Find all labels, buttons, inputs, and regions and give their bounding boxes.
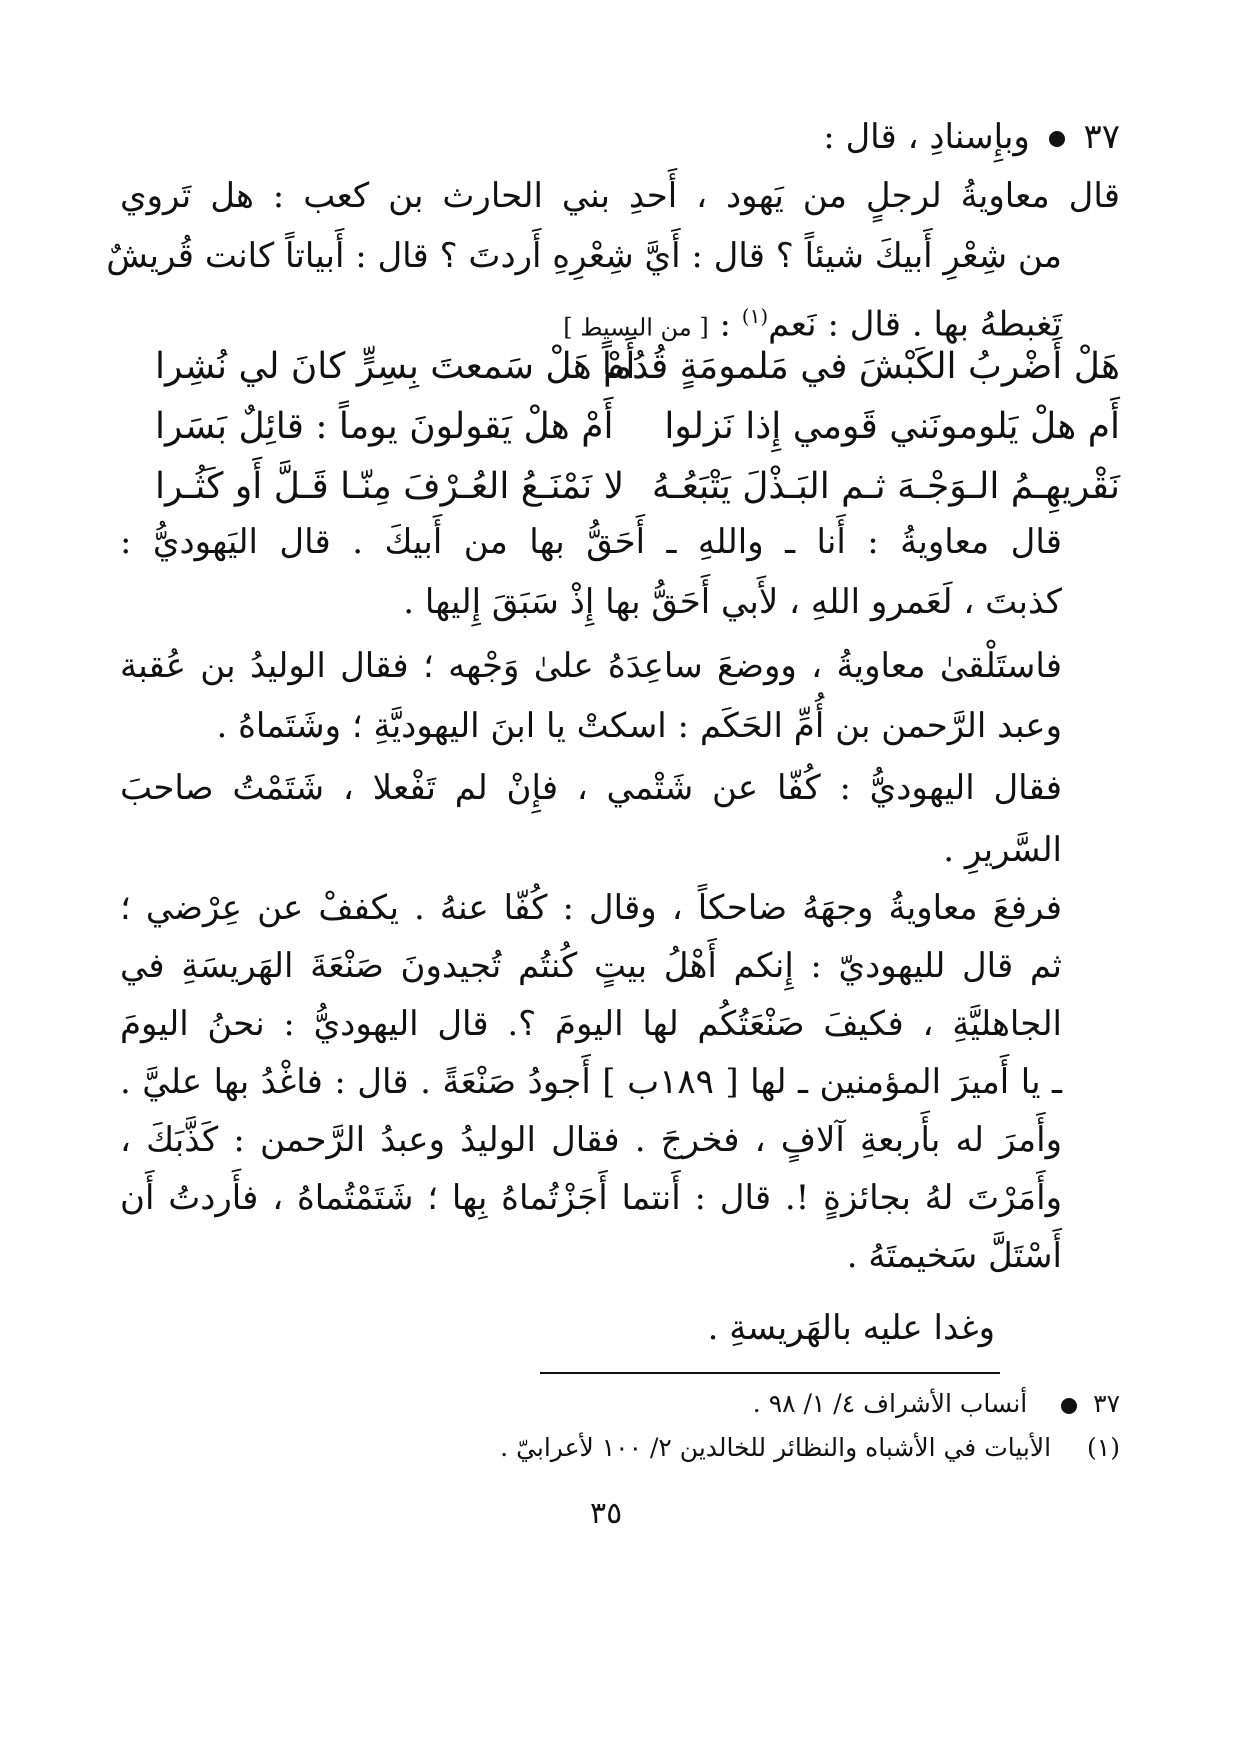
paragraph-6 xyxy=(708,1298,995,1358)
paragraph-1 xyxy=(106,166,1120,346)
entry-number: ٣٧ xyxy=(1083,117,1120,157)
verse-1-first-hemistich: هَلْ أَضْربُ الكَبْشَ في مَلمومَةٍ قُدُماً xyxy=(601,346,1120,387)
verse-3-first-hemistich: نَقْريهِـمُ الـوَجْـهَ ثـم البَـذْلَ يَتْبَعُـهُ xyxy=(651,466,1120,507)
text-line: من شِعْرِ أَبيكَ شيئاً ؟ قال : أَيَّ شِعْرِهِ أَردتَ ؟ قال : أَبياتاً كانت قُريشٌ xyxy=(106,236,1062,276)
verse-2-first-hemistich: أَم هلْ يَلومونَني قَومي إِذا نَزلوا xyxy=(664,406,1120,447)
text-line: الجاهليَّةِ ، فكيفَ صَنْعَتُكُم لها اليومَ ؟. قال اليهوديُّ : نحنُ اليومَ xyxy=(120,1004,1062,1044)
verse-2-second-hemistich: أَمْ هلْ يَقولونَ يوماً : قائِلٌ بَسَرا xyxy=(155,406,614,447)
footnote-divider xyxy=(540,1372,1000,1374)
text-segment: : xyxy=(708,304,742,345)
text-line: أَسْتَلَّ سَخيمتَهُ . xyxy=(846,1236,1062,1276)
text-line: ثم قال لليهوديّ : إِنكم أَهْلُ بيتٍ كُنتُم تُجيدونَ صَنْعَةَ الهَريسَةِ في xyxy=(120,946,1062,986)
text-segment: تَغبطهُ بها . قال : نَعم xyxy=(768,304,1062,345)
bullet-icon xyxy=(1061,1398,1077,1414)
verse-3-second-hemistich: لا نَمْنَـعُ العُـرْفَ مِنّـا قَـلَّ أَو كَثُـرا xyxy=(155,466,625,507)
text-line: قال معاويةُ : أَنا ـ واللهِ ـ أَحَقُّ بها من أَبيكَ . قال اليَهوديُّ : xyxy=(120,522,1062,562)
entry-heading xyxy=(823,112,1120,162)
poem xyxy=(120,336,1120,526)
source-footnote xyxy=(753,1384,1120,1424)
entry-intro: وبإِسنادِ ، قال : xyxy=(823,117,1030,157)
text-line: فقال اليهوديُّ : كُفّا عن شَتْمي ، فإِنْ لم تَفْعلا ، شَتَمْتُ صاحبَ xyxy=(120,768,1062,808)
meter-tag: [ من البسيط ] xyxy=(563,313,709,342)
footnote-marker: (١) xyxy=(741,304,769,328)
note-marker: (١) xyxy=(1087,1433,1120,1462)
text-line: كذبتَ ، لَعَمرو اللهِ ، لأَبي أَحَقُّ بها إِذْ سَبَقَ إِليها . xyxy=(403,582,1062,622)
paragraph-2 xyxy=(120,512,1120,632)
paragraph-3 xyxy=(120,636,1120,756)
text-line: وغدا عليه بالهَريسةِ . xyxy=(707,1308,995,1348)
text-line: وأَمرَ له بأَربعةِ آلافٍ ، فخرجَ . فقال الوليدُ وعبدُ الرَّحمن : كَذَّبَكَ ، xyxy=(120,1120,1062,1160)
note-text: الأبيات في الأشباه والنظائر للخالدين ٢/ ١٠٠ لأعرابيّ . xyxy=(500,1433,1052,1462)
bullet-icon xyxy=(1049,131,1065,147)
text-line: فاستَلْقىٰ معاويةُ ، ووضعَ ساعِدَهُ علىٰ وَجْهه ؛ فقال الوليدُ بن عُقبة xyxy=(120,646,1063,686)
page-number: ٣٥ xyxy=(590,1496,623,1531)
text-line: السَّريرِ . xyxy=(943,830,1062,870)
text-line: وعبد الرَّحمن بن أُمِّ الحَكَم : اسكتْ يا ابنَ اليهوديَّةِ ؛ وشَتَماهُ . xyxy=(216,706,1062,746)
text-line: فرفعَ معاويةُ وجهَهُ ضاحكاً ، وقال : كُفّا عنهُ . يكففْ عن عِرْضي ؛ xyxy=(120,888,1062,928)
source-entry-number: ٣٧ xyxy=(1093,1389,1120,1418)
source-text: أنساب الأشراف ٤/ ١/ ٩٨ . xyxy=(752,1389,1028,1418)
paragraph-5 xyxy=(120,878,1120,1298)
text-line: وأَمَرْتَ لهُ بجائزةٍ !. قال : أَنتما أَجَزْتُماهُ بِها ؛ شَتَمْتُماهُ ، فأَردتُ أَن xyxy=(120,1178,1062,1218)
paragraph-4 xyxy=(120,758,1120,878)
note-footnote xyxy=(500,1428,1120,1468)
verse-1-second-hemistich: أَمْ هَلْ سَمعتَ بِسِرٍّ كانَ لي نُشِرا xyxy=(155,346,636,387)
text-line: ـ يا أَميرَ المؤمنين ـ لها [ ١٨٩ب ] أَجودُ صَنْعَةً . قال : فاغْدُ بها عليَّ . xyxy=(120,1062,1062,1102)
text-line: قال معاويةُ لرجلٍ من يَهود ، أَحدِ بني الحارث بن كعب : هل تَروي xyxy=(120,176,1120,216)
